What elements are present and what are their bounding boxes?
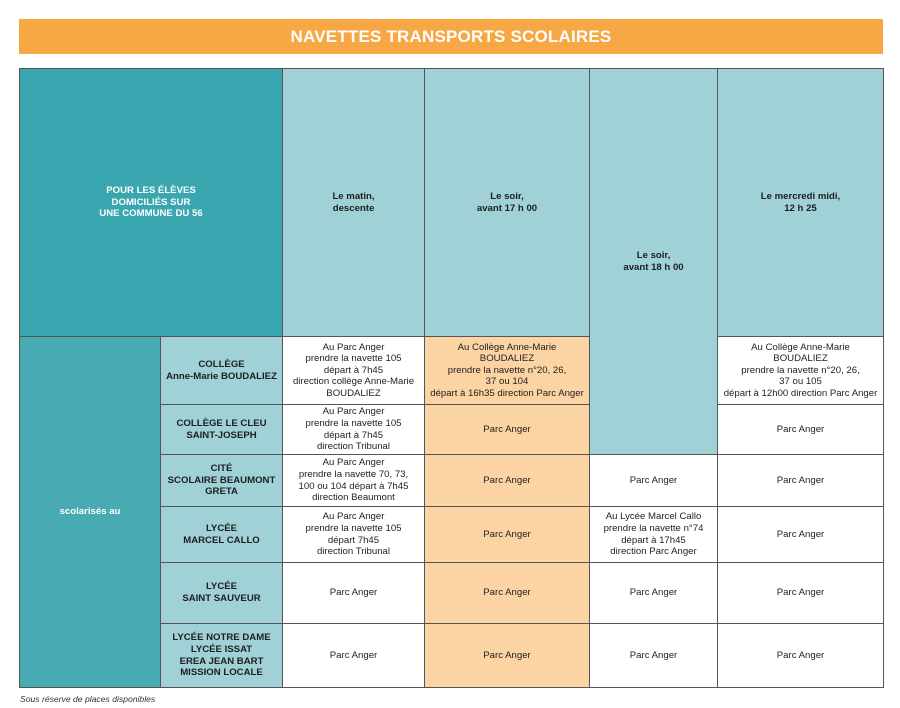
schedule-cell-morning: Au Parc Anger prendre la navette 105 départ à 7h45 direction collège Anne-Marie BOUDALIEZ (283, 337, 425, 405)
schedule-cell-wednesday: Parc Anger (718, 507, 884, 563)
intro-line: POUR LES ÉLÈVES (106, 185, 196, 197)
schedule-cell-morning: Au Parc Anger prendre la navette 105 départ à 7h45 direction Tribunal (283, 405, 425, 455)
schedule-cell-evening-18h: Parc Anger (590, 624, 718, 688)
school-name: CITÉ SCOLAIRE BEAUMONT GRETA (161, 455, 283, 507)
schedule-cell-evening-17h: Parc Anger (425, 624, 590, 688)
schedule-cell-evening-18h: Parc Anger (590, 455, 718, 507)
schedule-cell-evening-17h: Au Collège Anne-Marie BOUDALIEZ prendre la navette n°20, 26, 37 ou 104 départ à 16h35 direction Parc Anger (425, 337, 590, 405)
schedule-cell-evening-18h: Parc Anger (590, 563, 718, 624)
intro-line: UNE COMMUNE DU 56 (99, 208, 203, 220)
schedule-cell-evening-18h: Au Lycée Marcel Callo prendre la navette n°74 départ à 17h45 direction Parc Anger (590, 507, 718, 563)
page-title-banner (19, 19, 883, 54)
page-title: NAVETTES TRANSPORTS SCOLAIRES (290, 26, 612, 46)
schedule-cell-wednesday: Parc Anger (718, 405, 884, 455)
schedule-cell-morning: Au Parc Anger prendre la navette 70, 73, 100 ou 104 départ à 7h45 direction Beaumont (283, 455, 425, 507)
side-label: scolarisés au (20, 337, 161, 688)
school-name: COLLÈGE Anne-Marie BOUDALIEZ (161, 337, 283, 405)
schedule-cell-wednesday: Parc Anger (718, 624, 884, 688)
schedule-cell-evening-17h: Parc Anger (425, 563, 590, 624)
school-name: LYCÉE SAINT SAUVEUR (161, 563, 283, 624)
school-name: LYCÉE MARCEL CALLO (161, 507, 283, 563)
school-name: COLLÈGE LE CLEU SAINT-JOSEPH (161, 405, 283, 455)
column-header-evening-17h: Le soir, avant 17 h 00 (425, 69, 590, 337)
schedule-cell-evening-17h: Parc Anger (425, 405, 590, 455)
schedule-cell-wednesday: Parc Anger (718, 563, 884, 624)
schedule-cell-wednesday: Au Collège Anne-Marie BOUDALIEZ prendre la navette n°20, 26, 37 ou 105 départ à 12h00 direction Parc Anger (718, 337, 884, 405)
intro-line: DOMICILIÉS SUR (111, 196, 191, 208)
column-header-wednesday-noon: Le mercredi midi, 12 h 25 (718, 69, 884, 337)
shuttle-schedule-table (19, 68, 884, 688)
schedule-cell-morning: Au Parc Anger prendre la navette 105 départ 7h45 direction Tribunal (283, 507, 425, 563)
schedule-cell-morning: Parc Anger (283, 563, 425, 624)
column-header-evening-18h: Le soir, avant 18 h 00 (590, 69, 718, 455)
school-name: LYCÉE NOTRE DAME LYCÉE ISSAT EREA JEAN BART MISSION LOCALE (161, 624, 283, 688)
column-header-morning: Le matin, descente (283, 69, 425, 337)
schedule-cell-evening-17h: Parc Anger (425, 507, 590, 563)
schedule-cell-evening-17h: Parc Anger (425, 455, 590, 507)
footnote: Sous réserve de places disponibles (20, 694, 156, 704)
intro-header (20, 69, 283, 337)
schedule-cell-morning: Parc Anger (283, 624, 425, 688)
schedule-cell-wednesday: Parc Anger (718, 455, 884, 507)
